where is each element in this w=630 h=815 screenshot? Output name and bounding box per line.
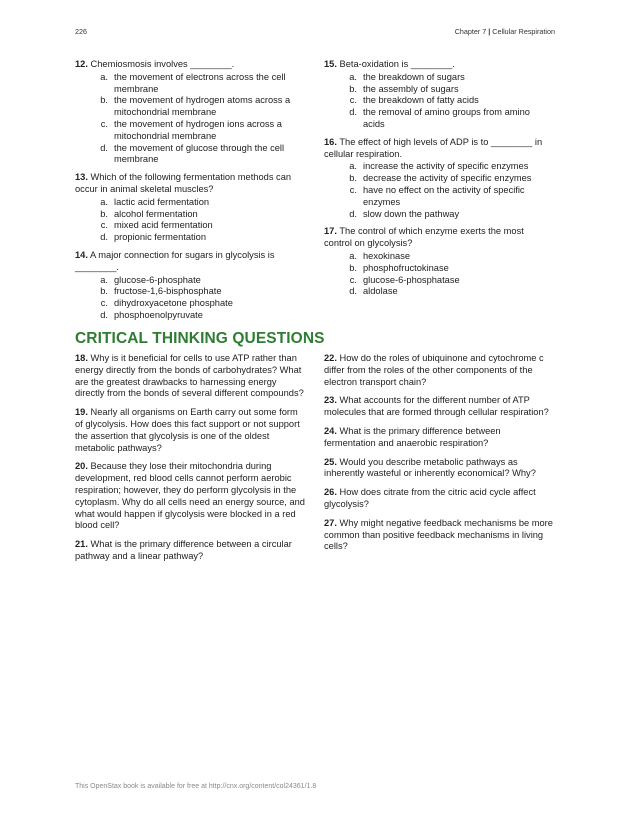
option-letter: b. (349, 262, 357, 273)
option-text: aldolase (363, 286, 398, 297)
question-number: 22. (324, 353, 337, 363)
option-a (324, 251, 554, 263)
option-text: the movement of glucose through the cell membrane (114, 142, 285, 165)
question-text: A major connection for sugars in glycolysis is ________. (75, 249, 275, 272)
question-text: Because they lose their mitochondria during development, red blood cells cannot perform aerobic respiration; however, they do perform glycolysis in the cytoplasm. Why do all cells need an energy source, and what would happen if glycolysis were blocked in a red blood cell? (75, 461, 305, 531)
option-letter: b. (100, 208, 108, 219)
option-letter: b. (100, 286, 108, 297)
question-number: 12. (75, 59, 88, 69)
option-letter: a. (349, 250, 357, 261)
chapter-title: Cellular Respiration (492, 27, 555, 36)
question-text: The effect of high levels of ADP is to ________ in cellular respiration. (324, 136, 543, 159)
question-20 (75, 461, 305, 532)
option-text: propionic fermentation (114, 232, 206, 243)
answer-options (75, 197, 305, 244)
question-number: 25. (324, 456, 337, 467)
review-column-right (324, 59, 554, 304)
question-13 (75, 172, 305, 244)
option-b (75, 286, 305, 298)
option-d (324, 107, 554, 131)
question-text: Why might negative feedback mechanisms be more common than positive feedback mechanisms in living cells? (324, 517, 553, 552)
option-text: the removal of amino groups from amino acids (363, 107, 530, 129)
question-number: 20. (75, 461, 88, 472)
option-b (324, 173, 554, 185)
review-column-left (75, 59, 305, 328)
option-text: glucose-6-phosphate (114, 274, 201, 285)
option-b (75, 95, 305, 119)
option-text: increase the activity of specific enzymes (363, 161, 529, 172)
question-text: Would you describe metabolic pathways as inherently wasteful or inherently economical? Why? (324, 456, 536, 479)
option-text: the assembly of sugars (363, 83, 459, 94)
option-d (75, 310, 305, 322)
option-letter: c. (349, 184, 357, 195)
question-27 (324, 518, 554, 553)
option-letter: c. (349, 274, 357, 285)
option-letter: b. (349, 173, 357, 184)
option-d (75, 143, 305, 167)
footer-note: This OpenStax book is available for free at http://cnx.org/content/col24361/1.8 (75, 783, 317, 790)
page-number: 226 (75, 27, 87, 36)
answer-options (324, 72, 554, 131)
question-number: 27. (324, 517, 337, 528)
option-letter: a. (349, 71, 357, 82)
option-letter: d. (100, 232, 108, 243)
option-c (75, 220, 305, 232)
option-b (324, 263, 554, 275)
option-text: the movement of hydrogen ions across a mitochondrial membrane (114, 118, 282, 141)
option-text: the movement of hydrogen atoms across a mitochondrial membrane (114, 95, 291, 118)
question-17 (324, 226, 554, 298)
question-text: What accounts for the different number of ATP molecules that are formed through cellular respiration? (324, 395, 549, 418)
answer-options (324, 161, 554, 220)
option-letter: b. (100, 95, 108, 106)
question-number: 14. (75, 249, 88, 260)
question-number: 17. (324, 226, 337, 237)
option-d (324, 286, 554, 298)
option-text: alcohol fermentation (114, 208, 198, 219)
option-text: decrease the activity of specific enzymes (363, 173, 532, 184)
option-text: the breakdown of fatty acids (363, 95, 479, 106)
question-number: 13. (75, 172, 88, 183)
option-letter: c. (100, 118, 108, 129)
section-title: CRITICAL THINKING QUESTIONS (75, 330, 325, 347)
option-c (324, 185, 554, 209)
option-letter: d. (349, 286, 357, 297)
option-a (324, 161, 554, 173)
option-letter: a. (100, 196, 108, 207)
question-24 (324, 426, 554, 450)
question-text: How do the roles of ubiquinone and cytochrome c differ from the roles of the other components of the electron transport chain? (324, 353, 544, 387)
running-header (455, 27, 555, 36)
option-c (75, 119, 305, 143)
question-23 (324, 395, 554, 419)
option-text: phosphoenolpyruvate (114, 309, 203, 320)
question-text: Why is it beneficial for cells to use ATP rather than energy directly from the bonds of carbohydrates? What are the greatest drawbacks to harnessing energy directly from the bonds of several different compounds? (75, 353, 304, 399)
question-18 (75, 353, 305, 400)
option-c (324, 275, 554, 287)
option-letter: c. (100, 298, 108, 309)
option-letter: c. (100, 220, 108, 231)
option-text: dihydroxyacetone phosphate (114, 298, 233, 309)
question-number: 26. (324, 487, 337, 498)
question-16 (324, 137, 554, 221)
option-d (75, 232, 305, 244)
option-b (75, 209, 305, 221)
question-19 (75, 407, 305, 454)
question-text: Which of the following fermentation methods can occur in animal skeletal muscles? (75, 172, 292, 194)
option-letter: a. (349, 161, 357, 172)
question-text: How does citrate from the citric acid cycle affect glycolysis? (324, 487, 536, 509)
option-letter: b. (349, 83, 357, 94)
option-text: the movement of electrons across the cell membrane (114, 71, 286, 94)
question-number: 23. (324, 395, 337, 406)
option-text: hexokinase (363, 250, 411, 261)
question-text: Nearly all organisms on Earth carry out some form of glycolysis. How does this fact support or not support the assertion that glycolysis is one of the oldest metabolic pathways? (75, 407, 300, 453)
option-letter: d. (349, 208, 357, 219)
option-text: the breakdown of sugars (363, 71, 465, 82)
option-text: lactic acid fermentation (114, 196, 210, 207)
question-number: 18. (75, 353, 88, 363)
option-d (324, 209, 554, 221)
question-text: The control of which enzyme exerts the most control on glycolysis? (324, 226, 524, 249)
option-text: mixed acid fermentation (114, 220, 213, 231)
critical-column-left (75, 353, 305, 570)
question-number: 19. (75, 407, 88, 418)
option-text: phosphofructokinase (363, 262, 449, 273)
option-letter: d. (100, 142, 108, 153)
question-21 (75, 539, 305, 563)
question-text: Beta-oxidation is ________. (339, 59, 455, 69)
answer-options (324, 251, 554, 298)
option-text: slow down the pathway (363, 208, 460, 219)
question-26 (324, 487, 554, 511)
answer-options (75, 275, 305, 322)
question-number: 16. (324, 136, 337, 147)
option-text: fructose-1,6-bisphosphate (114, 286, 222, 297)
option-a (75, 275, 305, 287)
option-b (324, 84, 554, 96)
question-25 (324, 457, 554, 481)
option-c (324, 95, 554, 107)
critical-column-right (324, 353, 554, 560)
question-text: Chemiosmosis involves ________. (90, 59, 235, 69)
question-number: 15. (324, 59, 337, 69)
chapter-label: Chapter 7 (454, 27, 487, 36)
header-separator: | (486, 27, 493, 36)
option-c (75, 298, 305, 310)
option-text: have no effect on the activity of specific enzymes (363, 184, 525, 207)
question-12 (75, 59, 305, 166)
question-22 (324, 353, 554, 388)
option-letter: d. (349, 107, 357, 118)
question-15 (324, 59, 554, 131)
question-text: What is the primary difference between fermentation and anaerobic respiration? (324, 425, 501, 448)
option-letter: a. (100, 274, 108, 285)
option-a (75, 197, 305, 209)
question-14 (75, 250, 305, 322)
question-number: 21. (75, 539, 88, 550)
option-a (75, 72, 305, 96)
question-number: 24. (324, 425, 337, 436)
answer-options (75, 72, 305, 166)
option-letter: c. (349, 95, 357, 106)
option-letter: a. (100, 71, 108, 82)
option-text: glucose-6-phosphatase (363, 274, 460, 285)
option-letter: d. (100, 309, 108, 320)
option-a (324, 72, 554, 84)
question-text: What is the primary difference between a circular pathway and a linear pathway? (75, 539, 292, 561)
